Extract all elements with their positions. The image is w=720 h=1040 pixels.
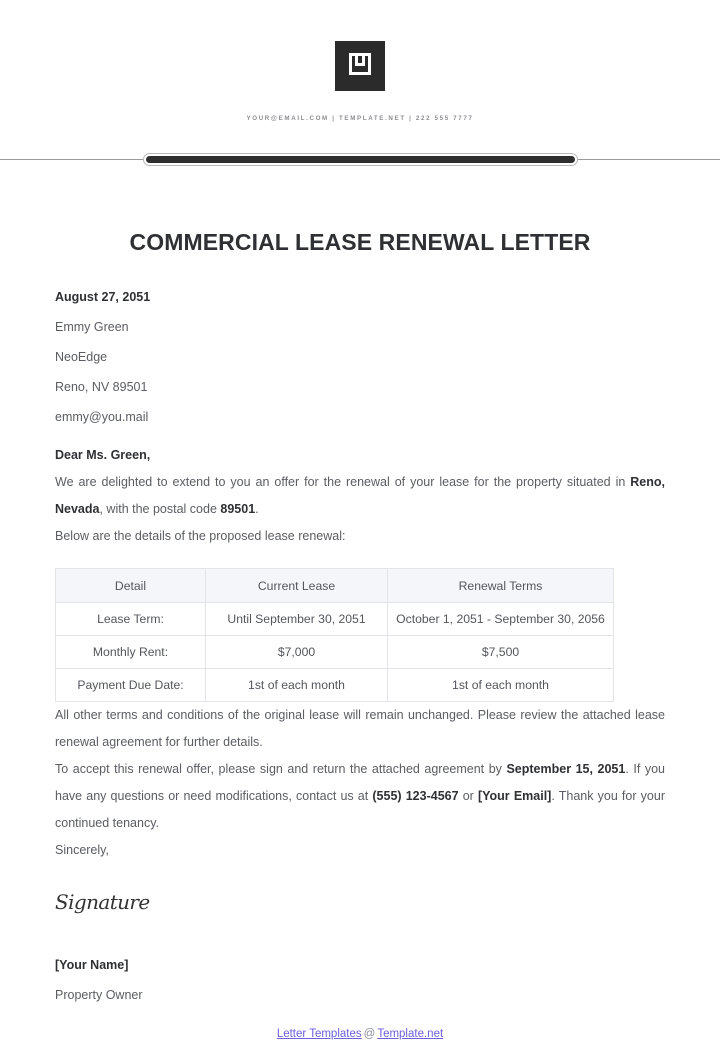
table-row bbox=[56, 669, 614, 702]
signer-name: [Your Name] bbox=[55, 958, 129, 972]
cell-renewal-terms: October 1, 2051 - September 30, 2056 bbox=[388, 603, 614, 636]
table-row bbox=[56, 603, 614, 636]
sincerely-line: Sincerely, bbox=[55, 843, 109, 857]
intro-text-1: We are delighted to extend to you an offer for the renewal of your lease for the property situated in bbox=[55, 475, 631, 489]
intro-text-3: . bbox=[255, 502, 259, 516]
closing-text-1: To accept this renewal offer, please sign and return the attached agreement by bbox=[55, 762, 507, 776]
salutation: Dear Ms. Green, bbox=[55, 448, 151, 462]
header-divider bbox=[0, 153, 720, 167]
closing-email-placeholder: [Your Email] bbox=[477, 789, 552, 803]
signature-script: Signature bbox=[55, 890, 150, 914]
cell-detail: Lease Term: bbox=[56, 603, 206, 636]
divider-bar bbox=[143, 153, 578, 166]
monogram-square-logo-icon bbox=[335, 41, 385, 91]
letter-date: August 27, 2051 bbox=[55, 290, 151, 304]
cell-detail: Monthly Rent: bbox=[56, 636, 206, 669]
cell-renewal-terms: $7,500 bbox=[388, 636, 614, 669]
table-intro-paragraph: Below are the details of the proposed lease renewal: bbox=[55, 529, 346, 543]
footer bbox=[55, 1028, 665, 1040]
lease-details-table bbox=[55, 568, 614, 702]
cell-detail: Payment Due Date: bbox=[56, 669, 206, 702]
page-title: COMMERCIAL LEASE RENEWAL LETTER bbox=[129, 229, 591, 255]
cell-renewal-terms: 1st of each month bbox=[388, 669, 614, 702]
column-header-current-lease: Current Lease bbox=[206, 569, 388, 603]
cell-current-lease: Until September 30, 2051 bbox=[206, 603, 388, 636]
intro-location: Reno, Nevada bbox=[55, 475, 665, 516]
recipient-name: Emmy Green bbox=[55, 320, 129, 334]
cell-current-lease: 1st of each month bbox=[206, 669, 388, 702]
closing-text-3: or bbox=[458, 789, 478, 803]
recipient-city-state-zip: Reno, NV 89501 bbox=[55, 380, 148, 394]
column-header-renewal-terms: Renewal Terms bbox=[388, 569, 614, 603]
intro-paragraph bbox=[55, 469, 665, 523]
table-row bbox=[56, 636, 614, 669]
table-header-row bbox=[56, 569, 614, 603]
letter-templates-link[interactable]: Letter Templates bbox=[276, 1028, 362, 1040]
column-header-detail: Detail bbox=[56, 569, 206, 603]
signer-role: Property Owner bbox=[55, 988, 143, 1002]
cell-current-lease: $7,000 bbox=[206, 636, 388, 669]
closing-text-2: . If you have any questions or need modifications, contact us at bbox=[55, 762, 665, 803]
intro-postal-code: 89501 bbox=[220, 502, 256, 516]
template-net-link[interactable]: Template.net bbox=[377, 1028, 444, 1040]
footer-separator: @ bbox=[363, 1028, 376, 1040]
intro-text-2: , with the postal code bbox=[99, 502, 221, 516]
recipient-email: emmy@you.mail bbox=[55, 410, 149, 424]
divider-bar-inner bbox=[146, 156, 575, 163]
letterhead bbox=[0, 0, 720, 122]
letter-content bbox=[0, 229, 720, 1040]
closing-paragraph-2 bbox=[55, 756, 665, 837]
closing-deadline-date: September 15, 2051 bbox=[506, 762, 626, 776]
address-block bbox=[55, 282, 665, 432]
closing-phone-number: (555) 123-4567 bbox=[372, 789, 459, 803]
recipient-company: NeoEdge bbox=[55, 350, 108, 364]
contact-line: YOUR@EMAIL.COM | TEMPLATE.NET | 222 555 7777 bbox=[246, 115, 474, 122]
closing-text-4: . Thank you for your continued tenancy. bbox=[55, 789, 665, 830]
closing-paragraph-1: All other terms and conditions of the original lease will remain unchanged. Please review the attached lease renewal agreement for further details. bbox=[55, 708, 665, 749]
